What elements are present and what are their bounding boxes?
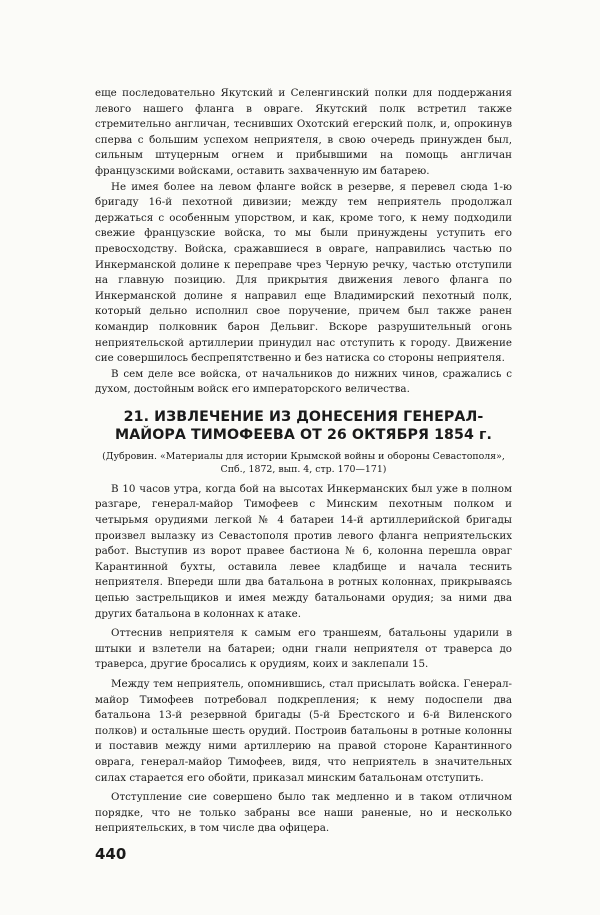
paragraph: Оттеснив неприятеля к самым его траншеям, батальоны ударили в штыки и взлетели на батареи; одни гнали неприятеля от траверса до траверса, другие бросались к орудиям, коих и заклепали 15.: [95, 627, 512, 671]
page-number: 440: [95, 844, 127, 863]
paragraph: В сем деле все войска, от начальников до нижних чинов, сражались с духом, достойным войск его императорского величества.: [95, 367, 512, 396]
paragraph: В 10 часов утра, когда бой на высотах Инкерманских был уже в полном разгаре, генерал-майор Тимофеев с Минским пехотным полком и четырьмя орудиями легкой № 4 батареи 14-й артиллерийской бригады произвел вылазку из Севастополя против левого фланга неприятельских работ. Выступив из ворот правее бастиона № 6, колонна перешла овраг Карантинной бухты, оставила левее кладбище и начала теснить неприятеля. Впереди шли два батальона в ротных колоннах, прикрываясь цепью застрельщиков и имея между батальонами орудия; за ними два других батальона в колоннах к атаке.: [95, 482, 512, 620]
source-citation: (Дубровин. «Материалы для истории Крымской войны и обороны Севастополя», Спб., 1872, вып. 4, стр. 170—171): [102, 450, 505, 475]
paragraph: Не имея более на левом фланге войск в резерве, я перевел сюда 1-ю бригаду 16-й пехотной дивизии; между тем неприятель продолжал держаться с особенным упорством, и как, кроме того, к нему подходили свежие французские войска, то мы были принуждены уступить его превосходству. Войска, сражавшиеся в овраге, направились частью по Инкерманской долине к переправе чрез Черную речку, частью отступили на главную позицию. Для прикрытия движения левого фланга по Инкерманской долине я направил еще Владимирский пехотный полк, который дельно исполнил свое поручение, причем был также ранен командир полковник барон Дельвиг. Вскоре разрушительный огонь неприятельской артиллерии принудил нас отступить к городу. Движение сие совершилось беспрепятственно и без натиска со стороны неприятеля.: [95, 180, 512, 365]
book-page: [95, 86, 512, 863]
paragraph: еще последовательно Якутский и Селенгинский полки для поддержания левого нашего фланга в овраге. Якутский полк встретил также стремительно англичан, теснивших Охотский егерский полк, и, опрокинув сперва с большим успехом неприятеля, в свою очередь принужден был, сильным штуцерным огнем и прибывшими на помощь англичан французскими войсками, оставить захваченную им батарею.: [95, 87, 512, 177]
paragraph: Между тем неприятель, опомнившись, стал присылать войска. Генерал-майор Тимофеев потребовал подкрепления; к нему подоспели два батальона 13-й резервной бригады (5-й Брестского и 6-й Виленского полков) и остальные шесть орудий. Построив батальоны в ротные колонны и поставив между ними артиллерию на правой стороне Карантинного оврага, генерал-майор Тимофеев, видя, что неприятель в значительных силах старается его обойти, приказал минским батальонам отступить.: [95, 678, 512, 784]
paragraph: Отступление сие совершено было так медленно и в таком отличном порядке, что не только забраны все наши раненые, но и несколько неприятельских, в том числе два офицера.: [95, 791, 512, 835]
section-heading: 21. ИЗВЛЕЧЕНИЕ ИЗ ДОНЕСЕНИЯ ГЕНЕРАЛ-МАЙОРА ТИМОФЕЕВА ОТ 26 ОКТЯБРЯ 1854 г.: [115, 408, 492, 443]
